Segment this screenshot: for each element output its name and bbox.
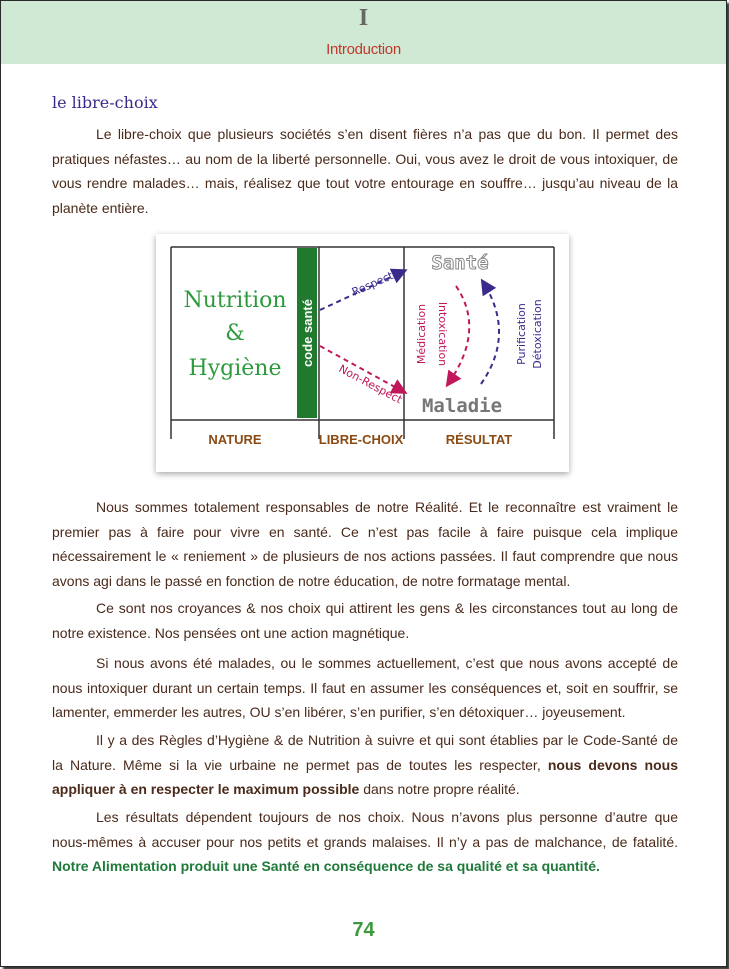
respect-label: Respect bbox=[349, 269, 396, 299]
chapter-title: Introduction bbox=[326, 41, 401, 58]
hygiene-label: Hygiène bbox=[188, 356, 282, 381]
nutrition-label: Nutrition bbox=[183, 288, 287, 313]
intoxication-label: Intoxication bbox=[436, 301, 449, 367]
medication-label: Médication bbox=[415, 303, 428, 365]
section-title: le libre-choix bbox=[52, 93, 158, 112]
paragraph-2 bbox=[52, 495, 678, 593]
purification-label: Purification bbox=[515, 303, 528, 365]
non-respect-label: Non-Respect bbox=[336, 362, 405, 407]
paragraph-1 bbox=[52, 122, 678, 220]
paragraph-4-text: Si nous avons été malades, ou le sommes actuellement, c’est que nous avons accepté de nous intoxiquer durant un certain temps. Il faut en assumer les conséquences et, soit en souffrir, se lamenter, emmerder les autres, OU s’en libérer, s’en purifier, s’en détoxiquer… joyeusement. bbox=[52, 655, 678, 720]
sante-label: Santé bbox=[431, 252, 489, 274]
paragraph-5-text: Il y a des Règles d’Hygiène & de Nutrition à suivre et qui sont établies par le Code-Santé de la Nature. Même si la vie urbaine ne permet pas de toutes les respecter, bbox=[52, 732, 678, 773]
paragraph-2-text: Nous sommes totalement responsables de notre Réalité. Et le reconnaître est vraiment le premier pas à faire pour vivre en santé. Ce n’est pas facile à faire puisque cela implique nécessairement le « reniement » de plusieurs de nos actions passées. Il faut comprendre que nous avons agi dans le passé en fonction de notre éducation, de notre formatage mental. bbox=[52, 499, 678, 589]
paragraph-3-text: Ce sont nos croyances & nos choix qui attirent les gens & les circonstances tout au long de notre existence. Nos pensées ont une action magnétique. bbox=[52, 600, 678, 641]
paragraph-6-conclusion: Notre Alimentation produit une Santé en conséquence de sa qualité et sa quantité. bbox=[52, 858, 600, 874]
paragraph-5 bbox=[52, 728, 678, 802]
health-choice-diagram bbox=[156, 234, 569, 472]
chapter-number: I bbox=[358, 5, 369, 31]
column-libre-choix: LIBRE-CHOIX bbox=[318, 432, 404, 447]
chapter-header bbox=[1, 1, 726, 64]
ampersand-label: & bbox=[225, 321, 245, 346]
paragraph-4 bbox=[52, 651, 678, 725]
paragraph-6-text: Les résultats dépendent toujours de nos choix. Nous n’avons plus personne d’autre que nous-mêmes à accuser pour nos petits et grands malaises. Il n’y a pas de malchance, de fatalité. bbox=[52, 809, 678, 850]
paragraph-6 bbox=[52, 805, 678, 879]
column-nature: NATURE bbox=[208, 432, 262, 447]
column-resultat: RÉSULTAT bbox=[445, 432, 513, 447]
paragraph-1-text: Le libre-choix que plusieurs sociétés s’en disent fières n’a pas que du bon. Il permet des pratiques néfastes… au nom de la liberté personnelle. Oui, vous avez le droit de vous intoxiquer, de vous rendre malades… mais, réalisez que tout votre entourage en souffre… jusqu’au niveau de la planète entière. bbox=[52, 126, 678, 216]
maladie-label: Maladie bbox=[421, 395, 503, 417]
paragraph-3 bbox=[52, 596, 678, 645]
page-number: 74 bbox=[352, 919, 375, 941]
diagram-svg bbox=[156, 234, 569, 472]
detoxication-label: Détoxication bbox=[531, 299, 544, 369]
code-sante-label: code santé bbox=[300, 299, 315, 367]
paragraph-5-tail: dans notre propre réalité. bbox=[359, 781, 520, 797]
paragraph-5-emphasis: nous devons nous appliquer à en respecter le maximum possible bbox=[52, 756, 678, 797]
purification-arrow bbox=[481, 282, 499, 384]
intoxication-arrow bbox=[448, 286, 469, 384]
